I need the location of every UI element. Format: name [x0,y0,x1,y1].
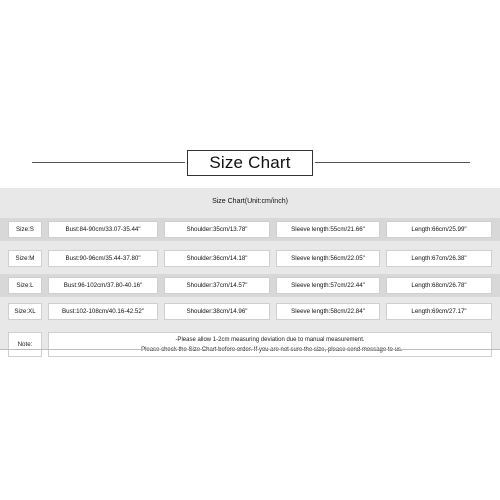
bust-cell: Bust:90-96cm/35.44-37.80" [48,250,158,267]
bust-cell: Bust:84-90cm/33.07-35.44" [48,221,158,238]
note-body [48,332,492,357]
table-row [0,218,500,241]
shoulder-cell: Shoulder:37cm/14.57" [164,277,270,294]
sleeve-length-cell: Sleeve length:58cm/22.84" [276,303,380,320]
sleeve-length-cell: Sleeve length:56cm/22.05" [276,250,380,267]
note-row [0,328,500,357]
length-cell: Length:66cm/25.99" [386,221,492,238]
table-row [0,274,500,297]
title-rule-left [32,162,185,163]
note-label: Note: [8,332,42,357]
size-cell: Size:S [8,221,42,238]
sleeve-length-cell: Sleeve length:55cm/21.66" [276,221,380,238]
title-rule-right [315,162,470,163]
note-line: -Please allow 1-2cm measuring deviation due to manual measurement. [175,336,365,343]
table-bottom-rule [0,349,500,350]
shoulder-cell: Shoulder:38cm/14.96" [164,303,270,320]
size-cell: Size:L [8,277,42,294]
size-chart-table [0,188,500,349]
shoulder-cell: Shoulder:35cm/13.78" [164,221,270,238]
shoulder-cell: Shoulder:36cm/14.18" [164,250,270,267]
size-cell: Size:M [8,250,42,267]
length-cell: Length:67cm/26.38" [386,250,492,267]
sleeve-length-cell: Sleeve length:57cm/22.44" [276,277,380,294]
bust-cell: Bust:96-102cm/37.80-40.16" [48,277,158,294]
bust-cell: Bust:102-108cm/40.16-42.52" [48,303,158,320]
size-cell: Size:XL [8,303,42,320]
size-chart-title: Size Chart [187,150,313,176]
table-caption: Size Chart(Unit:cm/inch) [212,197,288,205]
table-row [0,247,500,270]
length-cell: Length:68cm/26.78" [386,277,492,294]
length-cell: Length:69cm/27.17" [386,303,492,320]
table-row [0,300,500,323]
